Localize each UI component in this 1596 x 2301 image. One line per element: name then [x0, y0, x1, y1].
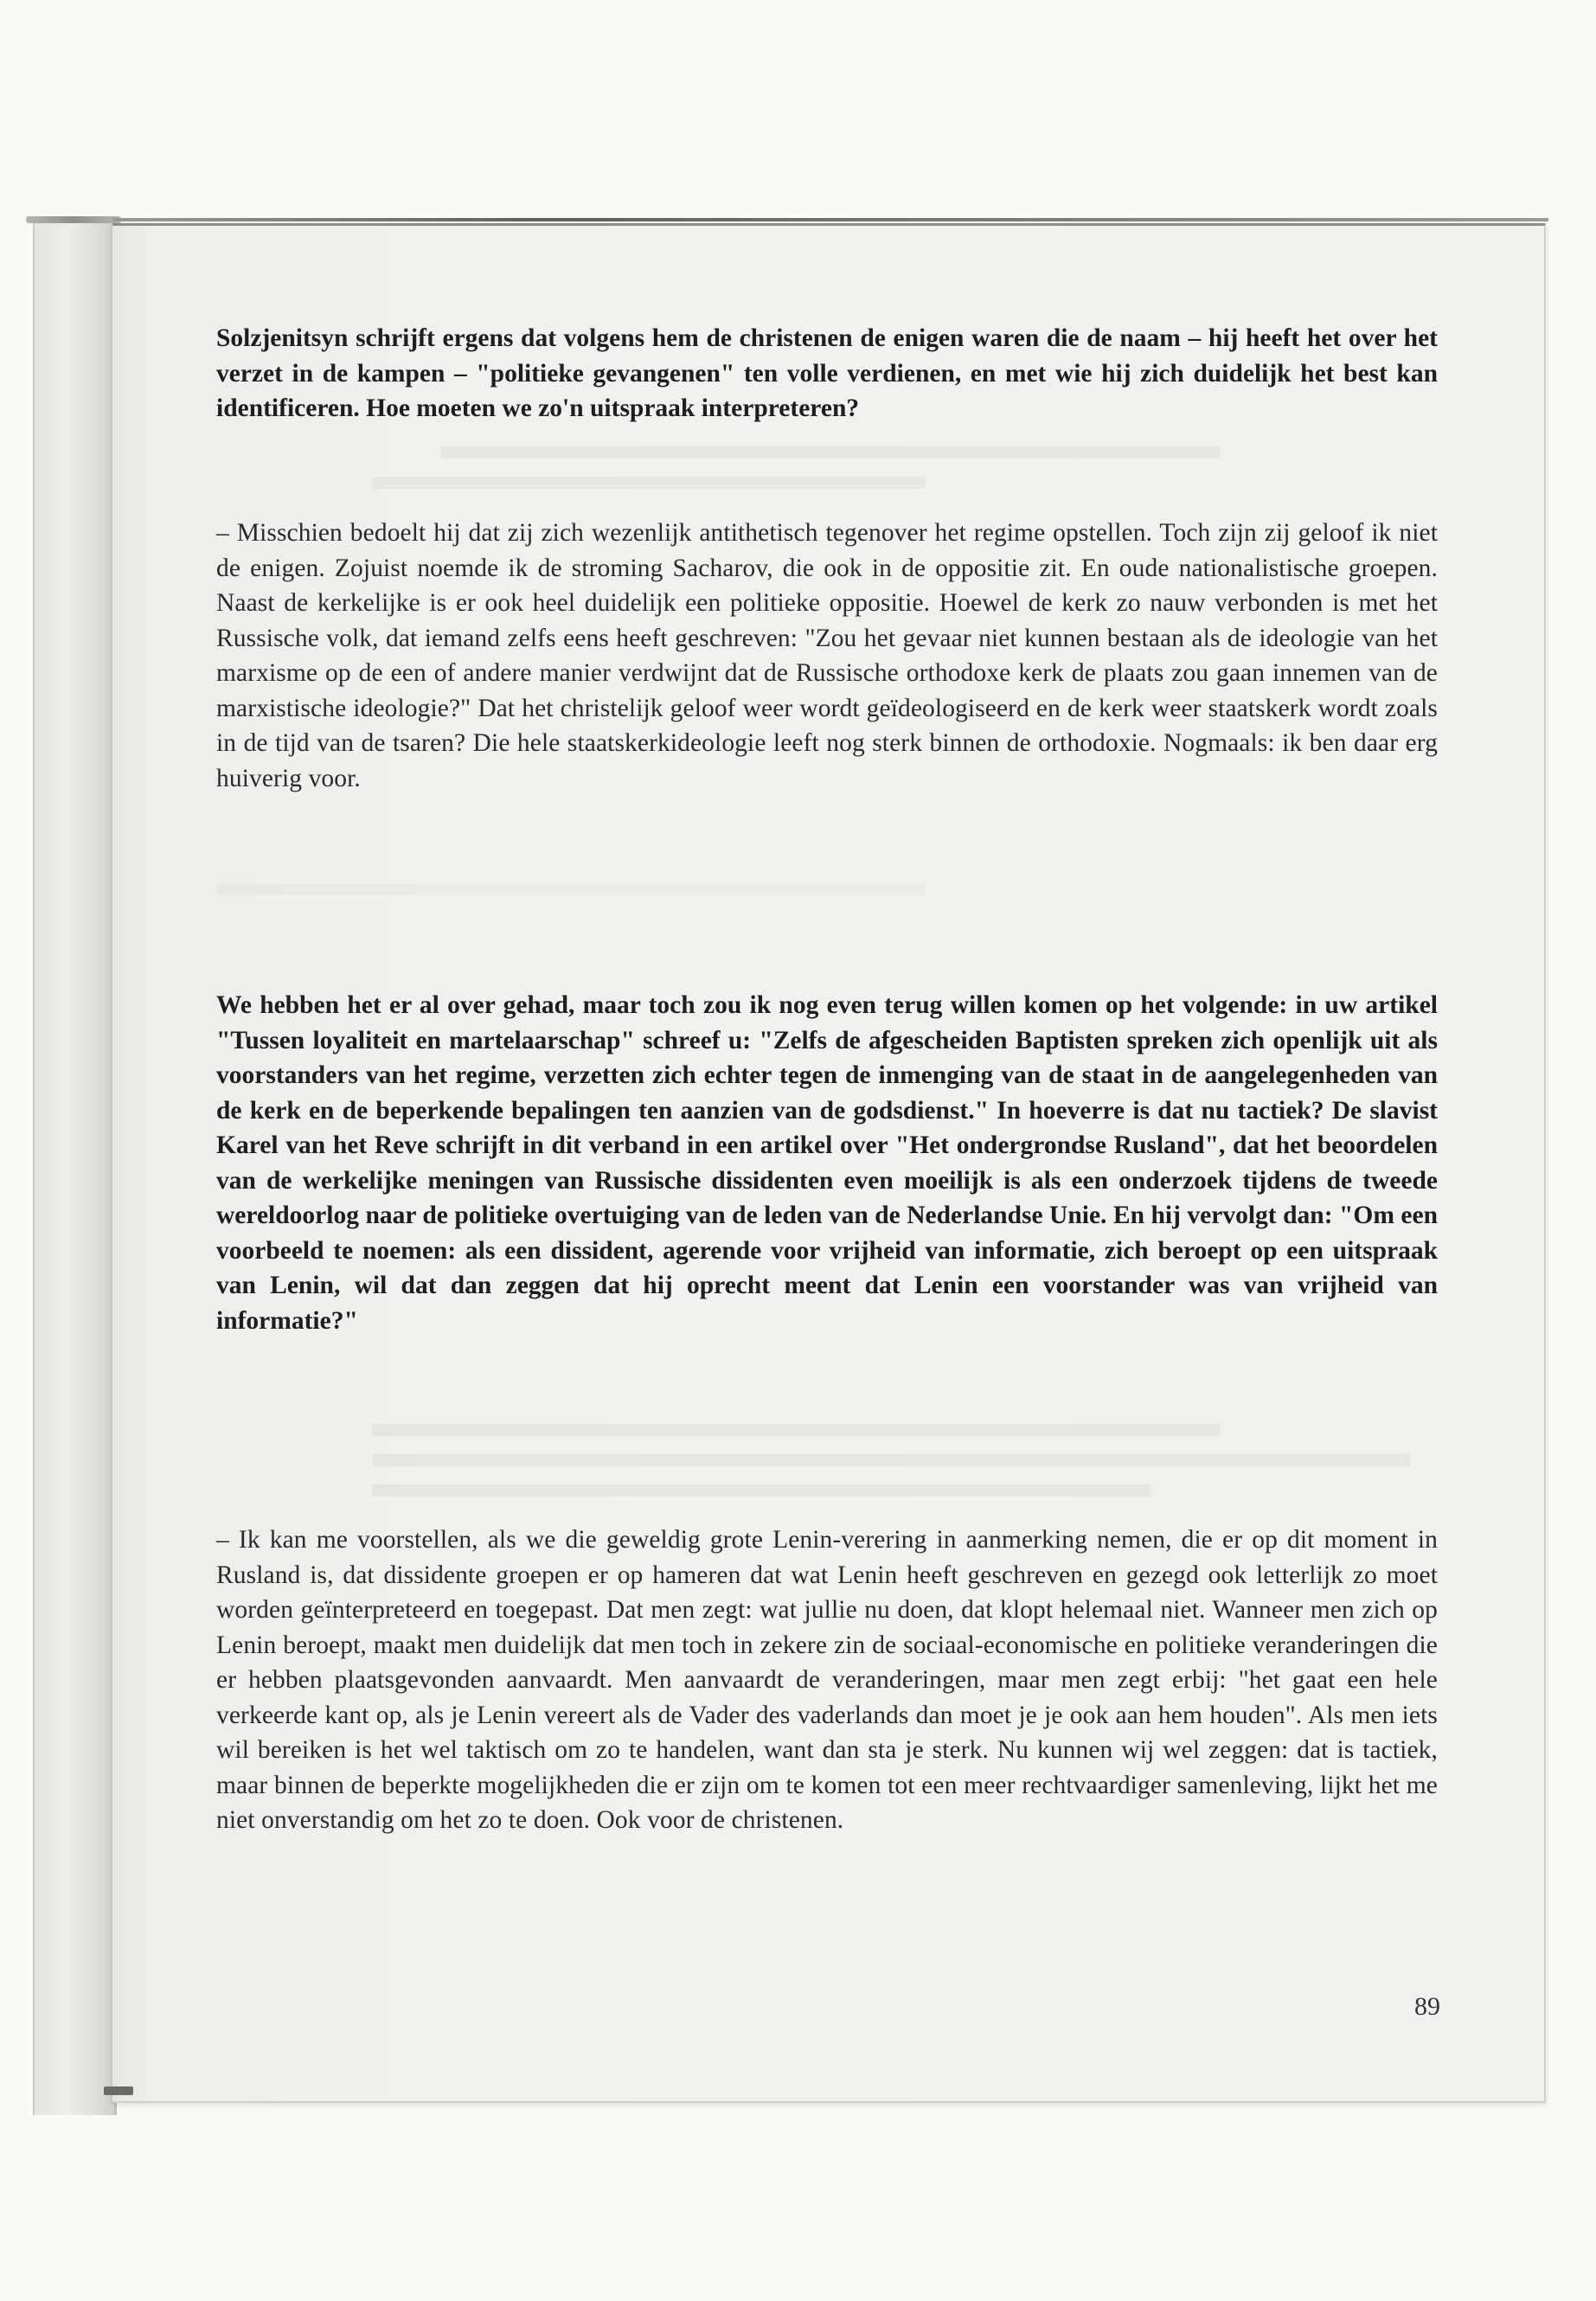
spine-top-edge — [26, 216, 121, 223]
answer-paragraph-2: – Ik kan me voorstellen, als we die geweldig grote Lenin-verering in aanmerking nemen, die er op dit moment in Rusland is, dat dissidente groepen er op hameren dat wat Lenin heeft geschreven en gezegd ook letterlijk zo moet worden geïnterpreteerd en toegepast. Dat men zegt: wat jullie nu doen, dat klopt helemaal niet. Wanneer men zich op Lenin beroept, maakt men duidelijk dat men toch in zekere zin de sociaal-economische en politieke veranderingen die er hebben plaatsgevonden aanvaardt. Men aanvaardt de veranderingen, maar men zegt erbij: "het gaat een hele verkeerde kant op, als je Lenin vereert als de Vader des vaderlands dan moet je je ook aan hem houden". Als men iets wil bereiken is het wel taktisch om zo te handelen, want dan sta je sterk. Nu kunnen wij wel zeggen: dat is tactiek, maar binnen de beperkte mogelijkheden die er zijn om te komen tot een meer rechtvaardiger samenleving, lijkt het me niet onverstandig om het zo te doen. Ook voor de christenen. — [216, 1526, 1438, 1834]
spine-bottom-edge — [104, 2086, 133, 2095]
question-paragraph-1: Solzjenitsyn schrijft ergens dat volgens hem de christenen de enigen waren die de naam – hij heeft het over het verzet in de kampen – "politieke gevangenen" ten volle verdienen, en met wie hij zich duidelijk het best kan identificeren. Hoe moeten we zo'n uitspraak interpreteren? — [216, 324, 1438, 422]
page-number: 89 — [1414, 1992, 1440, 2021]
question-paragraph-2: We hebben het er al over gehad, maar toch zou ik nog even terug willen komen op het volgende: in uw artikel "Tussen loyaliteit en martelaarschap" schreef u: "Zelfs de afgescheiden Baptisten spreken zich openlijk uit als voorstanders van het regime, verzetten zich echter tegen de inmenging van de staat in de aangelegenheden van de kerk en de beperkende bepalingen ten aanzien van de godsdienst." In hoeverre is dat nu tactiek? De slavist Karel van het Reve schrijft in dit verband in een artikel over "Het ondergrondse Rusland", dat het beoordelen van de werkelijke meningen van Russische dissidenten even moeilijk is als een onderzoek tijdens de tweede wereldoorlog naar de politieke overtuiging van de leden van de Nederlandse Unie. En hij vervolgt dan: "Om een voorbeeld te noemen: als een dissident, agerende voor vrijheid van informatie, zich beroept op een uitspraak van Lenin, wil dat dan zeggen dat hij oprecht meent dat Lenin een voorstander was van vrijheid van informatie?" — [216, 991, 1438, 1335]
book-spine — [33, 221, 117, 2115]
page-top-edge — [112, 218, 1548, 221]
answer-paragraph-1: – Misschien bedoelt hij dat zij zich wezenlijk antithetisch tegenover het regime opstellen. Toch zijn zij geloof ik niet de enigen. Zojuist noemde ik de stroming Sacharov, die ook in de oppositie zit. En oude nationalistische groepen. Naast de kerkelijke is er ook heel duidelijk een politieke oppositie. Hoewel de kerk zo nauw verbonden is met het Russische volk, dat iemand zelfs eens heeft geschreven: "Zou het gevaar niet kunnen bestaan als de ideologie van het marxisme op de een of andere manier verdwijnt dat de Russische orthodoxe kerk de plaats zou gaan innemen van de marxistische ideologie?" Dat het christelijk geloof weer wordt geïdeologiseerd en de kerk weer staatskerk wordt zoals in de tijd van de tsaren? Die hele staatskerkideologie leeft nog sterk binnen de orthodoxie. Nogmaals: ik ben daar erg huiverig voor. — [216, 519, 1438, 792]
